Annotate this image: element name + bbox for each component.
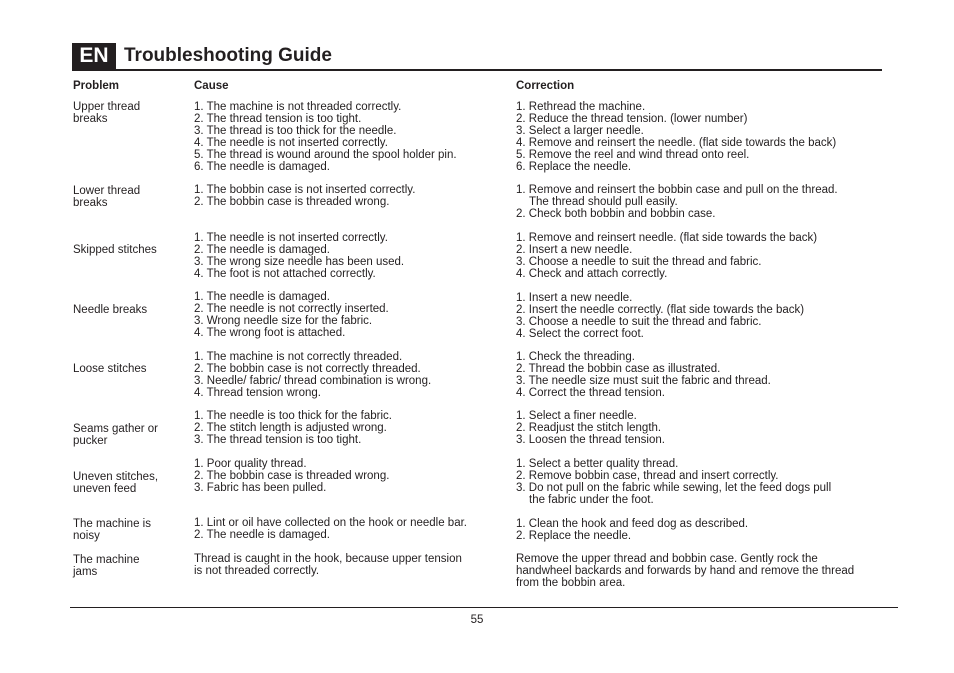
- cause-line: 1. The machine is not threaded correctly.: [194, 101, 402, 113]
- problem-line: Loose stitches: [73, 363, 147, 375]
- cause-line: 2. The bobbin case is threaded wrong.: [194, 196, 390, 208]
- correction-line: 1. Select a better quality thread.: [516, 458, 679, 470]
- cause-line: 1. The bobbin case is not inserted correctly.: [194, 184, 416, 196]
- correction-line: 4. Correct the thread tension.: [516, 387, 665, 399]
- problem-line: noisy: [73, 530, 100, 542]
- language-badge: EN: [72, 43, 116, 69]
- cause-line: 5. The thread is wound around the spool holder pin.: [194, 149, 457, 161]
- problem-line: uneven feed: [73, 483, 137, 495]
- correction-line: Remove the upper thread and bobbin case. Gently rock the: [516, 553, 818, 565]
- correction-line: the fabric under the foot.: [529, 494, 654, 506]
- correction-line: 4. Check and attach correctly.: [516, 268, 668, 280]
- cause-cell: [194, 410, 504, 446]
- correction-line: 2. Thread the bobbin case as illustrated.: [516, 363, 721, 375]
- correction-cell: [516, 101, 886, 173]
- problem-cell: [73, 363, 188, 375]
- correction-cell: [516, 292, 886, 340]
- problem-cell: [73, 554, 188, 578]
- correction-line: 2. Check both bobbin and bobbin case.: [516, 208, 716, 220]
- header-divider: [72, 69, 882, 71]
- cause-line: 1. The needle is not inserted correctly.: [194, 232, 388, 244]
- cause-line: 4. The needle is not inserted correctly.: [194, 137, 388, 149]
- problem-line: The machine is: [73, 518, 151, 530]
- cause-line: 2. The needle is damaged.: [194, 244, 330, 256]
- correction-line: 1. Remove and reinsert the bobbin case and pull on the thread.: [516, 184, 838, 196]
- correction-line: 1. Check the threading.: [516, 351, 635, 363]
- cause-cell: [194, 232, 504, 280]
- cause-cell: [194, 291, 504, 339]
- problem-cell: [73, 518, 188, 542]
- problem-cell: [73, 244, 188, 256]
- page-title: Troubleshooting Guide: [124, 45, 332, 66]
- problem-cell: [73, 471, 188, 495]
- correction-line: 3. Choose a needle to suit the thread and fabric.: [516, 256, 762, 268]
- cause-cell: [194, 184, 504, 208]
- correction-line: 1. Remove and reinsert needle. (flat side towards the back): [516, 232, 818, 244]
- correction-line: 3. Loosen the thread tension.: [516, 434, 665, 446]
- cause-line: 2. The stitch length is adjusted wrong.: [194, 422, 387, 434]
- correction-cell: [516, 184, 886, 220]
- footer-divider: [70, 607, 898, 608]
- cause-line: 1. Lint or oil have collected on the hook or needle bar.: [194, 517, 467, 529]
- cause-line: Thread is caught in the hook, because upper tension: [194, 553, 462, 565]
- correction-line: 4. Remove and reinsert the needle. (flat side towards the back): [516, 137, 837, 149]
- cause-line: 1. The needle is too thick for the fabric.: [194, 410, 392, 422]
- cause-line: 4. The foot is not attached correctly.: [194, 268, 376, 280]
- correction-line: 2. Replace the needle.: [516, 530, 632, 542]
- correction-line: 3. Do not pull on the fabric while sewing, let the feed dogs pull: [516, 482, 832, 494]
- correction-line: 5. Remove the reel and wind thread onto reel.: [516, 149, 750, 161]
- correction-line: 2. Insert the needle correctly. (flat side towards the back): [516, 304, 805, 316]
- correction-line: 3. Select a larger needle.: [516, 125, 644, 137]
- cause-line: 1. Poor quality thread.: [194, 458, 307, 470]
- correction-cell: [516, 410, 886, 446]
- cause-line: 2. The bobbin case is not correctly threaded.: [194, 363, 421, 375]
- problem-cell: [73, 101, 188, 125]
- cause-line: 2. The bobbin case is threaded wrong.: [194, 470, 390, 482]
- correction-line: handwheel backards and forwards by hand and remove the thread: [516, 565, 855, 577]
- cause-cell: [194, 517, 504, 541]
- cause-line: 3. The wrong size needle has been used.: [194, 256, 405, 268]
- cause-line: 3. Wrong needle size for the fabric.: [194, 315, 373, 327]
- correction-cell: [516, 518, 886, 542]
- cause-line: 4. Thread tension wrong.: [194, 387, 322, 399]
- cause-cell: [194, 351, 504, 399]
- correction-line: 1. Rethread the machine.: [516, 101, 646, 113]
- correction-cell: [516, 351, 886, 399]
- correction-line: 1. Select a finer needle.: [516, 410, 637, 422]
- cause-line: 1. The machine is not correctly threaded.: [194, 351, 403, 363]
- cause-line: 3. The thread is too thick for the needle.: [194, 125, 397, 137]
- correction-line: 4. Select the correct foot.: [516, 328, 644, 340]
- cause-line: 3. Fabric has been pulled.: [194, 482, 327, 494]
- problem-line: breaks: [73, 197, 108, 209]
- correction-cell: [516, 553, 886, 589]
- correction-line: 2. Insert a new needle.: [516, 244, 633, 256]
- cause-cell: [194, 101, 504, 173]
- correction-line: 3. Choose a needle to suit the thread and fabric.: [516, 316, 762, 328]
- correction-line: 1. Clean the hook and feed dog as described.: [516, 518, 749, 530]
- correction-line: 2. Reduce the thread tension. (lower number): [516, 113, 748, 125]
- correction-line: 2. Readjust the stitch length.: [516, 422, 662, 434]
- problem-cell: [73, 423, 188, 447]
- correction-line: from the bobbin area.: [516, 577, 626, 589]
- problem-cell: [73, 304, 188, 316]
- cause-line: 3. Needle/ fabric/ thread combination is wrong.: [194, 375, 432, 387]
- cause-line: 6. The needle is damaged.: [194, 161, 330, 173]
- cause-line: is not threaded correctly.: [194, 565, 320, 577]
- page-header: [72, 43, 332, 69]
- problem-cell: [73, 185, 188, 209]
- correction-cell: [516, 232, 886, 280]
- correction-cell: [516, 458, 886, 506]
- correction-line: 6. Replace the needle.: [516, 161, 632, 173]
- correction-line: 1. Insert a new needle.: [516, 292, 633, 304]
- cause-cell: [194, 458, 504, 494]
- page-number: 55: [470, 614, 484, 626]
- correction-line: The thread should pull easily.: [529, 196, 678, 208]
- problem-line: The machine: [73, 554, 140, 566]
- problem-line: pucker: [73, 435, 108, 447]
- cause-line: 2. The needle is not correctly inserted.: [194, 303, 389, 315]
- cause-line: 1. The needle is damaged.: [194, 291, 330, 303]
- cause-cell: [194, 553, 504, 577]
- correction-line: 3. The needle size must suit the fabric and thread.: [516, 375, 771, 387]
- column-header-correction: Correction: [516, 80, 575, 92]
- problem-line: Seams gather or: [73, 423, 159, 435]
- correction-line: 2. Remove bobbin case, thread and insert correctly.: [516, 470, 779, 482]
- cause-line: 2. The needle is damaged.: [194, 529, 330, 541]
- problem-line: jams: [73, 566, 98, 578]
- problem-line: Skipped stitches: [73, 244, 157, 256]
- cause-line: 4. The wrong foot is attached.: [194, 327, 346, 339]
- problem-line: Upper thread: [73, 101, 141, 113]
- cause-line: 2. The thread tension is too tight.: [194, 113, 362, 125]
- problem-line: Uneven stitches,: [73, 471, 159, 483]
- cause-line: 3. The thread tension is too tight.: [194, 434, 362, 446]
- column-header-problem: Problem: [73, 80, 120, 92]
- column-header-cause: Cause: [194, 80, 229, 92]
- problem-line: Lower thread: [73, 185, 141, 197]
- problem-line: breaks: [73, 113, 108, 125]
- problem-line: Needle breaks: [73, 304, 148, 316]
